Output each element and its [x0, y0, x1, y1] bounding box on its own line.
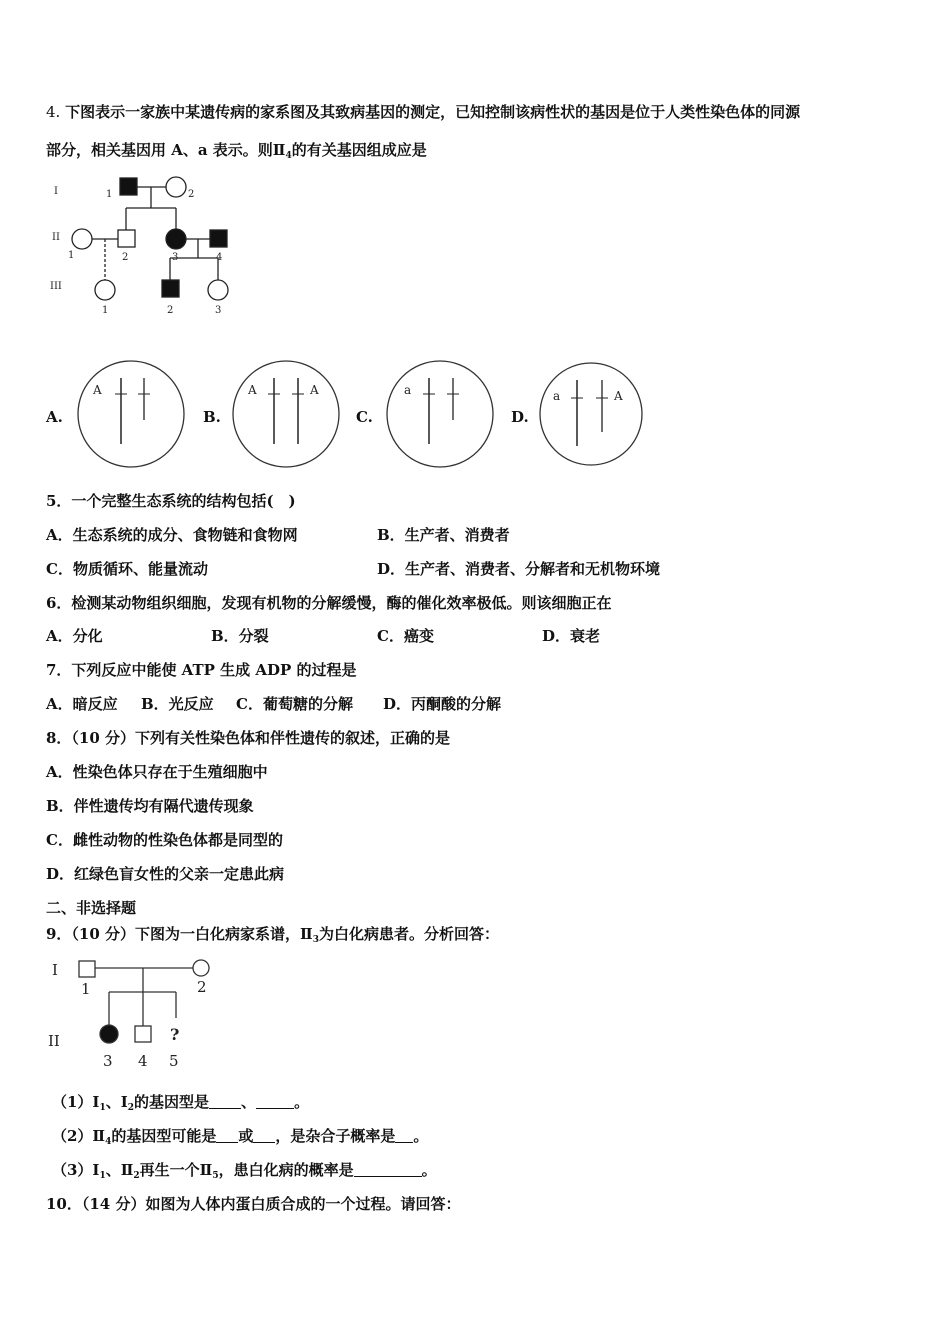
q6-option-a: A．分化: [46, 627, 103, 645]
q9-sub1-s1: 1: [99, 1103, 106, 1113]
q4-option-b-allele1: A: [248, 383, 257, 397]
q4-ped-num-II3: 3: [172, 252, 179, 263]
q8-option-b: B．伴性遗传均有隔代遗传现象: [46, 797, 254, 815]
q4-ped-num-III1: 1: [102, 305, 109, 316]
q4-option-d-allele1: a: [553, 389, 561, 403]
q4-ped-num-II2: 2: [122, 252, 129, 263]
q4-option-b-allele2: A: [310, 383, 319, 397]
q9-sub2-blank2[interactable]: [253, 1128, 275, 1143]
q4-ped-I1: [120, 178, 137, 195]
q9-ped-num-2: 2: [197, 978, 207, 996]
q8-stem: 8．（10 分）下列有关性染色体和伴性遗传的叙述，正确的是: [46, 729, 451, 747]
q7-option-a: A．暗反应: [46, 695, 118, 713]
q4-ped-gen-III: III: [50, 281, 62, 292]
q9-ped-num-3: 3: [103, 1052, 113, 1070]
q9-sub3-blank1[interactable]: [354, 1162, 422, 1177]
q4-option-a-label: A.: [46, 408, 63, 426]
q4-option-c-cell: [384, 358, 496, 470]
q9-sub2-s1: 4: [105, 1137, 112, 1147]
q10-stem: 10．（14 分）如图为人体内蛋白质合成的一个过程。请回答：: [46, 1195, 461, 1213]
q9-ped-num-5: 5: [169, 1052, 179, 1070]
q4-ped-II1: [72, 229, 92, 249]
q9-ped-unknown: ?: [170, 1025, 180, 1044]
q9-sub1-blank1[interactable]: [209, 1094, 241, 1109]
q9-ped-gen-I: I: [52, 961, 58, 979]
q4-option-d-allele2: A: [614, 389, 623, 403]
q7-option-d: D．丙酮酸的分解: [383, 695, 502, 713]
q9-sub1-e: 。: [294, 1093, 310, 1111]
q4-ped-III3: [208, 280, 228, 300]
q9-ped-II3: [100, 1025, 118, 1043]
q6-option-b: B．分裂: [211, 627, 269, 645]
q9-sub1: [52, 1092, 309, 1118]
q9-ped-num-4: 4: [138, 1052, 148, 1070]
q9-sub3-s3: 5: [212, 1171, 219, 1181]
q4-option-d-label: D.: [511, 408, 529, 426]
q9-stem-b: 为白化病患者。分析回答：: [318, 925, 499, 943]
q4-stem-line2: [46, 140, 427, 166]
q9-stem-sub: 3: [312, 935, 319, 945]
q9-sub2-c: 或: [238, 1127, 254, 1145]
q4-ped-num-I1: 1: [106, 189, 113, 200]
q9-sub3-c: 再生一个Ⅱ: [139, 1161, 213, 1179]
q9-ped-I1: [79, 961, 95, 977]
q9-sub1-c: 的基因型是: [134, 1093, 210, 1111]
q9-stem: [46, 924, 499, 950]
q9-sub2-b: 的基因型可能是: [111, 1127, 217, 1145]
q4-ped-gen-I: I: [54, 186, 58, 197]
q4-option-b-label: B.: [203, 408, 221, 426]
q5-option-d: D．生产者、消费者、分解者和无机物环境: [377, 560, 661, 578]
q9-sub3-e: 。: [421, 1161, 437, 1179]
q8-option-d: D．红绿色盲女性的父亲一定患此病: [46, 865, 285, 883]
q9-sub2-blank1[interactable]: [216, 1128, 238, 1143]
q4-option-a-allele1: A: [93, 383, 102, 397]
q4-ped-II3: [166, 229, 186, 249]
q9-ped-II4: [135, 1026, 151, 1042]
q9-sub2-e: 。: [413, 1127, 429, 1145]
q6-option-c: C．癌变: [377, 627, 434, 645]
q4-ped-num-III2: 2: [167, 305, 174, 316]
q4-ped-num-II4: 4: [216, 252, 223, 263]
q4-ped-III2: [162, 280, 179, 297]
q9-sub1-blank2[interactable]: [256, 1094, 294, 1109]
q4-ped-II2: [118, 230, 135, 247]
q7-stem: 7．下列反应中能使 ATP 生成 ADP 的过程是: [46, 661, 357, 679]
q4-option-c-allele1: a: [404, 383, 412, 397]
q9-sub3-s1: 1: [99, 1171, 106, 1181]
q9-sub1-d: 、: [241, 1093, 257, 1111]
q9-sub3-b: 、Ⅱ: [105, 1161, 134, 1179]
q9-sub3: [52, 1160, 437, 1186]
q4-stem-line1: [46, 102, 800, 122]
q9-sub3-a: （3）Ⅰ: [52, 1161, 100, 1179]
q5-stem: 5．一个完整生态系统的结构包括( ): [46, 492, 296, 510]
q9-sub2-a: （2）Ⅱ: [52, 1127, 106, 1145]
q4-ped-gen-II: II: [52, 232, 60, 243]
q4-ped-I2: [166, 177, 186, 197]
q4-option-a-cell: [75, 358, 187, 470]
q7-option-c: C．葡萄糖的分解: [236, 695, 353, 713]
section-heading-nonchoice: 二、非选择题: [46, 899, 137, 917]
q5-option-a: A．生态系统的成分、食物链和食物网: [46, 526, 298, 544]
q4-ped-II4: [210, 230, 227, 247]
q7-option-b: B．光反应: [141, 695, 214, 713]
q9-sub2-d: ，是杂合子概率是: [275, 1127, 396, 1145]
q9-ped-num-1: 1: [81, 980, 91, 998]
q9-sub2-blank3[interactable]: [395, 1128, 413, 1143]
q4-text-line2a: 部分，相关基因用 A、a 表示。则Ⅱ: [46, 141, 286, 159]
q4-ped-num-I2: 2: [188, 189, 195, 200]
q9-sub1-s2: 2: [127, 1103, 135, 1113]
q9-stem-a: 9．（10 分）下图为一白化病家系谱，Ⅱ: [46, 925, 313, 943]
q5-option-c: C．物质循环、能量流动: [46, 560, 208, 578]
q9-sub2: [52, 1126, 428, 1152]
q9-sub3-d: ，患白化病的概率是: [218, 1161, 354, 1179]
q4-ped-num-II1: 1: [68, 250, 75, 261]
q4-text-line1: 下图表示一家族中某遗传病的家系图及其致病基因的测定，已知控制该病性状的基因是位于人类性染色体的同源: [65, 103, 801, 121]
q9-sub3-s2: 2: [133, 1171, 140, 1181]
q4-option-c-label: C.: [356, 408, 373, 426]
q9-sub1-a: （1）Ⅰ: [52, 1093, 100, 1111]
q9-ped-I2: [193, 960, 209, 976]
q4-text-line2b: 的有关基因组成应是: [291, 141, 427, 159]
q4-option-d-cell: [537, 360, 645, 468]
q5-option-b: B．生产者、消费者: [377, 526, 510, 544]
q4-ped-num-III3: 3: [215, 305, 222, 316]
q4-option-b-cell: [230, 358, 342, 470]
q8-option-c: C．雌性动物的性染色体都是同型的: [46, 831, 283, 849]
q9-ped-gen-II: II: [48, 1032, 60, 1050]
q9-sub1-b: 、Ⅰ: [105, 1093, 128, 1111]
q6-option-d: D．衰老: [542, 627, 601, 645]
q4-pedigree-diagram: [40, 168, 260, 318]
q4-text-line2-sub: 4: [285, 151, 292, 161]
q8-option-a: A．性染色体只存在于生殖细胞中: [46, 763, 268, 781]
q9-pedigree-diagram: [44, 956, 234, 1074]
q4-ped-III1: [95, 280, 115, 300]
q6-stem: 6．检测某动物组织细胞，发现有机物的分解缓慢，酶的催化效率极低。则该细胞正在: [46, 594, 612, 612]
q4-number: 4.: [46, 103, 61, 121]
